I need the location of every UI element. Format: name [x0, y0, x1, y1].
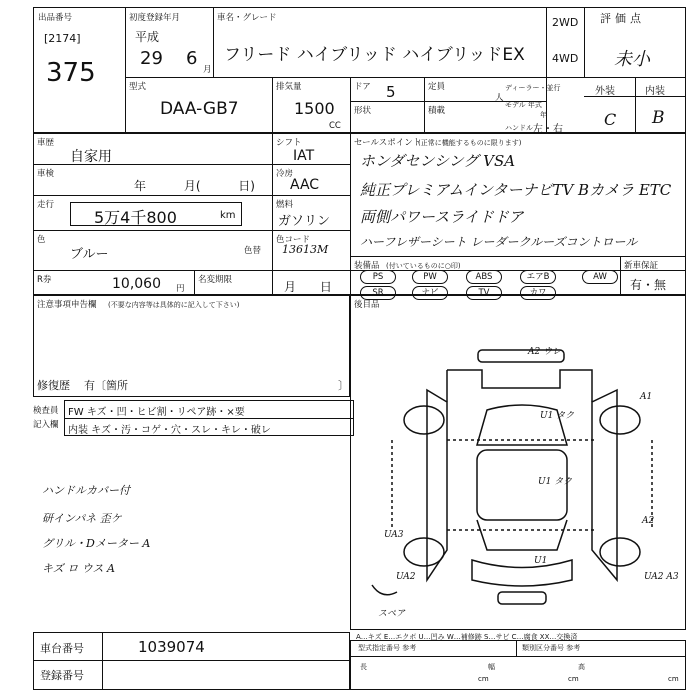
equipment-label: 装備品	[354, 261, 380, 271]
notes-label: 注意事項申告欄	[37, 300, 97, 310]
exterior-label: 外装	[595, 86, 615, 97]
equipment-item: TV	[466, 286, 502, 300]
selling-points-note: (正常に機能するものに限ります)	[418, 139, 522, 147]
width-unit: cm	[568, 675, 579, 683]
equipment-item: SR	[360, 286, 396, 300]
handwritten-note: キズ ロ ウス A	[42, 562, 115, 575]
handwritten-note: ハンドルカバー付	[42, 484, 130, 497]
new-manual-label: 新車保証	[624, 261, 659, 271]
reg-label: 登録番号	[40, 669, 84, 682]
cc-unit: CC	[329, 121, 341, 131]
fuel-label: 燃料	[276, 200, 294, 210]
damage-legend: A…キズ E…エクボ U…凹み W…補修跡 S…サビ C…腐食 XX…交換済	[356, 633, 578, 641]
color-code-value: 13613M	[282, 243, 329, 256]
hood-outline	[447, 370, 592, 402]
rear-label: 後目品	[354, 300, 380, 310]
selling-point-line: ハーフレザーシート レーダークルーズコントロール	[360, 235, 638, 249]
model-year-unit: 年	[540, 111, 547, 119]
selling-point-line: 純正プレミアムインターナビTV Bカメラ ETC	[360, 181, 672, 199]
r-label: R券	[37, 275, 52, 285]
color-label: 色	[37, 235, 46, 245]
fuel-value: ガソリン	[278, 214, 331, 229]
handwritten-note: グリル・Dメーター A	[42, 537, 151, 550]
selling-points-label: セールスポイント	[354, 138, 422, 148]
tailgate-strip	[498, 592, 546, 604]
right-side-panel	[592, 390, 617, 580]
yen-unit: 円	[176, 284, 185, 294]
capacity-label: 定員	[428, 82, 446, 92]
equipment-item: ABS	[466, 270, 502, 284]
reg-year: 29	[140, 48, 163, 69]
ac-value: AAC	[290, 177, 320, 193]
color-value: ブルー	[70, 247, 109, 262]
height-label: 高	[578, 663, 585, 671]
chassis-label: 車台番号	[40, 642, 84, 655]
car-name: フリード ハイブリッド ハイブリッドEX	[224, 45, 525, 65]
damage-mark: UA2 A3	[644, 572, 679, 582]
repair-close: 〕	[338, 379, 349, 392]
first-reg-label: 初度登録年月	[129, 13, 181, 23]
dealer-label: ディーラー・並行	[505, 84, 561, 92]
r-amount: 10,060	[112, 276, 161, 292]
ac-label: 冷房	[276, 169, 294, 179]
inspection-label: 車検	[37, 169, 55, 179]
displacement-value: 1500	[294, 99, 335, 118]
damage-mark: U1	[534, 556, 548, 566]
repair-value: 有〔箇所	[84, 379, 128, 392]
damage-mark: UA2	[396, 572, 416, 582]
selling-point-line: ホンダセンシング VSA	[360, 152, 516, 170]
new-manual-value: 有・無	[630, 278, 667, 292]
handwritten-note: 研インパネ 歪ケ	[42, 512, 122, 525]
rear-right-wheel	[600, 538, 640, 566]
color-no-label: 色替	[244, 246, 262, 256]
equipment-item: ナビ	[412, 286, 448, 300]
inspector-row-1: FW キズ・凹・ヒビ割・リペア跡・×要	[68, 407, 245, 418]
shift-value: IAT	[293, 148, 315, 164]
history-value: 自家用	[70, 149, 112, 165]
type-check-label: 型式指定番号 参考	[358, 644, 417, 652]
spare-tire-mark	[372, 585, 397, 595]
car-name-label: 車名・グレード	[217, 13, 277, 23]
persons-unit: 人	[495, 93, 504, 103]
history-label: 車歴	[37, 138, 55, 148]
handle-value: 左・右	[533, 124, 563, 135]
reg-month: 6	[186, 48, 198, 69]
score-value: 未小	[614, 49, 650, 70]
era: 平成	[135, 30, 160, 44]
doors-label: ドア	[354, 82, 371, 92]
inspector-row-2: 内装 キズ・汚・コゲ・穴・スレ・キレ・破レ	[68, 425, 271, 436]
interior-label: 内装	[645, 86, 665, 97]
height-unit: cm	[668, 675, 679, 683]
month-unit: 月	[203, 65, 212, 75]
damage-mark: U1 タク	[538, 477, 573, 487]
inspector-label-1: 検査員	[33, 406, 59, 416]
repair-label: 修復歴	[37, 379, 70, 392]
rear-left-wheel	[404, 538, 444, 566]
lot-code: [2174]	[44, 32, 81, 45]
length-label: 長	[360, 663, 367, 671]
inspector-label-2: 記入欄	[33, 420, 59, 430]
mileage-value: 5万4千800	[94, 208, 177, 227]
class-label: 類別区分番号 参考	[522, 644, 581, 652]
inspection-value: 年 月( 日)	[134, 179, 255, 193]
model-value: DAA-GB7	[160, 99, 239, 119]
damage-mark: A2	[642, 516, 655, 526]
chassis-value: 1039074	[138, 638, 205, 656]
drive-2wd: 2WD	[552, 16, 579, 29]
drive-4wd: 4WD	[552, 52, 579, 65]
notes-frame	[33, 295, 350, 397]
load-label: 積載	[428, 106, 446, 116]
exterior-grade: C	[604, 110, 617, 129]
equipment-item: エアB	[520, 270, 556, 284]
equipment-item: AW	[582, 270, 618, 284]
lot-label: 出品番号	[38, 13, 73, 23]
mileage-unit: km	[220, 210, 236, 221]
notes-note: (不要な内容等は具体的に記入して下さい)	[108, 301, 240, 309]
shape-label: 形状	[354, 106, 372, 116]
equipment-item: カワ	[520, 286, 556, 300]
damage-mark: UA3	[384, 530, 404, 540]
equipment-item: PS	[360, 270, 396, 284]
front-left-wheel	[404, 406, 444, 434]
doors-value: 5	[386, 83, 396, 101]
deadline-label: 名変期限	[198, 275, 233, 285]
equipment-item: PW	[412, 270, 448, 284]
damage-mark: A1	[640, 392, 653, 402]
rear-window	[477, 520, 567, 550]
lot-number: 375	[46, 58, 96, 88]
front-right-wheel	[600, 406, 640, 434]
damage-mark: U1 タク	[540, 411, 575, 421]
handle-label: ハンドル	[505, 124, 533, 132]
damage-mark: A2 ウレ	[528, 347, 562, 357]
car-damage-diagram	[352, 330, 684, 630]
equipment-note: (付いているものに○印)	[386, 262, 461, 270]
damage-mark: スペア	[378, 609, 406, 619]
displacement-label: 排気量	[276, 82, 302, 92]
selling-point-line: 両側パワースライドドア	[360, 208, 524, 226]
score-label: 評価点	[600, 12, 645, 25]
deadline-value: 月 日	[284, 280, 332, 294]
model-label: 型式	[129, 82, 147, 92]
mileage-label: 走行	[37, 200, 55, 210]
model-year-label: モデル 年式	[505, 101, 542, 109]
width-label: 幅	[488, 663, 495, 671]
length-unit: cm	[478, 675, 489, 683]
shift-label: シフト	[276, 138, 302, 148]
interior-grade: B	[652, 108, 665, 128]
rear-bumper	[472, 560, 572, 586]
color-code-label: 色コード	[276, 235, 311, 245]
